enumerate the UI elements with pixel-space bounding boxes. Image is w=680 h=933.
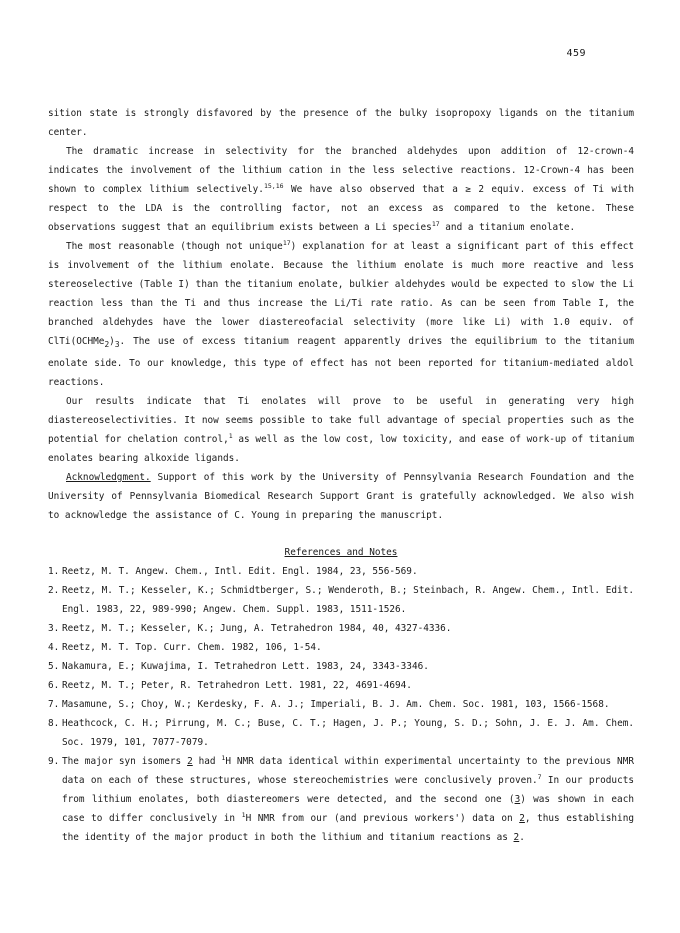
ref9-text-a: The major syn isomers — [62, 755, 188, 767]
formula-subscript: 2 — [104, 339, 110, 349]
paragraph-4-text-a: Our results indicate that Ti enolates will prove to be useful in generating very high diastereoselectivities. It now seems possible to take full advantage of special properties such as the potential for chelation control, — [48, 395, 634, 445]
reference-item — [48, 714, 634, 752]
reference-text: Heathcock, C. H.; Pirrung, M. C.; Buse, C. T.; Hagen, J. P.; Young, S. D.; Sohn, J. E. J. Am. Chem. Soc. 1979, 101, 7077-7079. — [62, 717, 634, 748]
paragraph-2 — [48, 142, 634, 237]
compound-number: 2 — [187, 755, 193, 767]
reference-text: Reetz, M. T.; Kesseler, K.; Jung, A. Tetrahedron 1984, 40, 4327-4336. — [62, 622, 452, 634]
reference-number: 3. — [48, 622, 60, 634]
reference-item — [48, 657, 634, 676]
acknowledgment-paragraph — [48, 468, 634, 525]
reference-text: Reetz, M. T. Angew. Chem., Intl. Edit. Engl. 1984, 23, 556-569. — [62, 565, 418, 577]
paragraph-3: The most reasonable (though not unique$^{17}$) explanation for at least a significant part of this effect is involvement of the lithium enolate. Because the lithium enolate is much more reactive and less stereoselective (Table I) than the titanium enolate, bulkier aldehydes would be expected to slow the Li reaction less than the Ti and thus increase the Li/Ti rate ratio. As can be seen from Table I, the branched aldehydes have the lower diastereofacial selectivity (more like Li) with 1.0 equiv. of $ClTi(OCHMe_2)_3$. The use of excess titanium reagent apparently drives the equilibrium to the titanium enolate side. To our knowledge, this type of effect has not been reported for titanium-mediated aldol reactions. — [48, 238, 634, 388]
paragraph-3-text-b: ) explanation for at least a significant part of this effect is involvement of the lithium enolate. Because the lithium enolate is much more reactive and less stereoselective (Table I) than the titanium enolate, bulkier aldehydes would be expected to slow the Li reaction less than the Ti and thus increase the Li/Ti rate ratio. As can be seen from Table I, the branched aldehydes have the lower diastereofacial selectivity (more like Li) with 1.0 equiv. of ClTi(OCHMe — [48, 241, 634, 347]
ref9-text-m: , thus establishing the identity of the major product in both the lithium and titanium reactions as — [62, 812, 634, 843]
reference-item — [48, 752, 634, 847]
acknowledgment-text: Support of this work by the University of Pennsylvania Research Foundation and the University of Pennsylvania Biomedical Research Support Grant is gratefully acknowledged. We also wish to acknowledge the assistance of C. Young in preparing the manuscript. — [48, 471, 634, 521]
ref9-text-i: ) was shown in each case to differ conclusively in — [62, 793, 634, 824]
citation-superscript: 15,16 — [263, 181, 284, 190]
formula-subscript: 3 — [114, 339, 120, 349]
reference-item — [48, 619, 634, 638]
page-number: 459 — [566, 48, 586, 59]
paragraph-2-text-c: and a titanium enolate. — [439, 222, 576, 233]
acknowledgment-heading: Acknowledgment. — [66, 471, 151, 483]
ref9-text-c: had — [192, 755, 222, 767]
compound-number: 3 — [514, 793, 521, 805]
citation-superscript: 17 — [431, 219, 440, 228]
reference-item — [48, 676, 634, 695]
compound-number: 2 — [519, 812, 525, 824]
ref9-text-e: H NMR data identical within experimental uncertainty to the previous NMR data on each of these structures, whose stereochemistries were conclusively proven. — [62, 755, 634, 786]
references-list — [48, 562, 634, 847]
ref9-text-k: H NMR from our (and previous workers') data on — [245, 812, 520, 824]
isotope-superscript: 1 — [241, 810, 246, 819]
citation-superscript: 7 — [537, 772, 542, 781]
reference-text — [62, 752, 634, 847]
paragraph-4 — [48, 392, 634, 468]
reference-number: 6. — [48, 679, 60, 691]
ref9-text-o: . — [519, 831, 525, 843]
reference-number: 4. — [48, 641, 60, 653]
reference-text: Nakamura, E.; Kuwajima, I. Tetrahedron Lett. 1983, 24, 3343-3346. — [62, 660, 429, 672]
isotope-superscript: 1 — [221, 753, 226, 762]
reference-number: 2. — [48, 584, 60, 596]
citation-superscript: 17 — [282, 238, 291, 247]
reference-number: 9. — [48, 755, 60, 767]
reference-number: 5. — [48, 660, 60, 672]
compound-number: 2 — [513, 831, 520, 843]
ref9-text-g: In our products from lithium enolates, both diastereomers were detected, and the second one ( — [62, 774, 634, 805]
paragraph-1-text: sition state is strongly disfavored by the presence of the bulky isopropoxy ligands on the titanium center. — [48, 108, 634, 138]
paragraph-2-text-b: We have also observed that a ≥ 2 equiv. excess of Ti with respect to the LDA is the controlling factor, not an excess as compared to the ketone. These observations suggest that an equilibrium exists between a Li species — [48, 184, 634, 233]
reference-text: Masamune, S.; Choy, W.; Kerdesky, F. A. J.; Imperiali, B. J. Am. Chem. Soc. 1981, 103, 1566-1568. — [62, 698, 610, 710]
reference-item — [48, 562, 634, 581]
paragraph-2-text-a: The dramatic increase in selectivity for the branched aldehydes upon addition of 12-crown-4 indicates the involvement of the lithium cation in the less selective reactions. 12-Crown-4 has been shown to complex lithium selectively. — [48, 146, 634, 195]
reference-item — [48, 695, 634, 714]
reference-number: 8. — [48, 717, 60, 729]
reference-item — [48, 581, 634, 619]
reference-text: Reetz, M. T.; Peter, R. Tetrahedron Lett. 1981, 22, 4691-4694. — [62, 679, 412, 691]
reference-number: 7. — [48, 698, 60, 710]
citation-superscript: 1 — [228, 431, 233, 440]
reference-number: 1. — [48, 565, 60, 577]
page-body — [48, 104, 634, 847]
paragraph-3-text-c: . The use of excess titanium reagent apparently drives the equilibrium to the titanium enolate side. To our knowledge, this type of effect has not been reported for titanium-mediated aldol reactions. — [48, 336, 634, 388]
paragraph-4-text-b: as well as the low cost, low toxicity, and ease of work-up of titanium enolates bearing alkoxide ligands. — [48, 433, 634, 464]
references-heading: References and Notes — [284, 546, 398, 558]
reference-item — [48, 638, 634, 657]
reference-text: Reetz, M. T. Top. Curr. Chem. 1982, 106, 1-54. — [62, 641, 322, 653]
paragraph-3-text-a: The most reasonable (though not unique — [66, 241, 283, 252]
paragraph-1 — [48, 104, 634, 142]
reference-text: Reetz, M. T.; Kesseler, K.; Schmidtberger, S.; Wenderoth, B.; Steinbach, R. Angew. Chem., Intl. Edit. Engl. 1983, 22, 989-990; Angew. Chem. Suppl. 1983, 1511-1526. — [62, 584, 634, 615]
